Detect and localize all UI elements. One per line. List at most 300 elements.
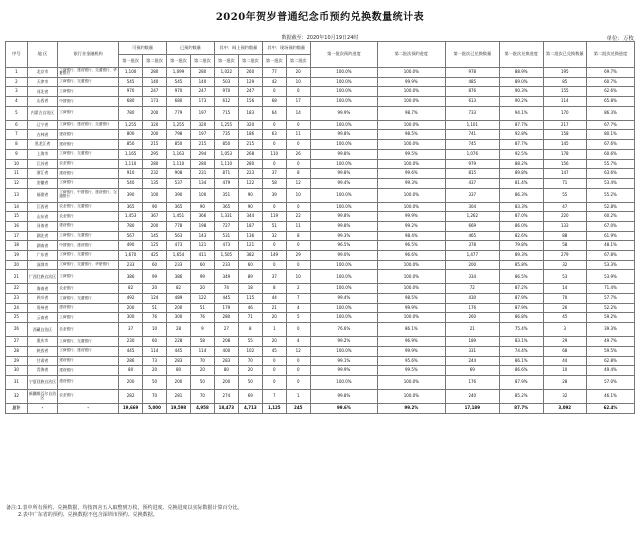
row-p1-booking: 99.8% <box>310 221 377 231</box>
header-sub-batch1: 第一批次 <box>262 55 286 68</box>
table-row <box>6 313 635 323</box>
row-counter-1: 45 <box>262 346 286 356</box>
row-p2-ex-progress: 48.1% <box>587 241 635 251</box>
table-row <box>6 337 635 347</box>
header-sub-batch2: 第二批次 <box>190 55 214 68</box>
row-counter-1: 0 <box>262 241 286 251</box>
row-counter-2: 10 <box>286 77 310 87</box>
row-counter-1: 39 <box>262 188 286 202</box>
row-reserved-2: 366 <box>190 212 214 222</box>
row-banks: 工商银行、中国银行、建设银行、交通银行 <box>58 188 119 202</box>
row-region: 西藏自治区 <box>27 323 57 337</box>
row-online-1: 400 <box>214 346 238 356</box>
row-banks: 工商银行、交通银行 <box>58 337 119 347</box>
row-counter-1: 37 <box>262 270 286 284</box>
row-p2-exchanged: 47 <box>543 202 587 212</box>
row-p2-exchanged: 10 <box>543 366 587 376</box>
row-p1-exchanged: 465 <box>445 231 499 241</box>
row-booked-2: 145 <box>143 231 167 241</box>
row-p1-exchanged: 21 <box>445 323 499 337</box>
row-online-1: 351 <box>214 188 238 202</box>
total-label: 总计 <box>6 403 28 413</box>
row-online-1: 179 <box>214 303 238 313</box>
row-p2-booking: 98.7% <box>378 106 445 120</box>
total-p1-booking: 99.6% <box>310 403 377 413</box>
row-reserved-1: 798 <box>167 130 191 140</box>
row-p2-booking: 100.0% <box>378 260 445 270</box>
row-reserved-1: 850 <box>167 140 191 150</box>
total-row <box>6 403 635 413</box>
row-counter-2: 0 <box>286 202 310 212</box>
row-p1-booking: 99.9% <box>310 366 377 376</box>
row-p2-exchanged: 220 <box>543 212 587 222</box>
row-seq: 30 <box>6 366 28 376</box>
header-seq: 序号 <box>6 42 28 68</box>
row-p2-exchanged: 53 <box>543 270 587 284</box>
row-p1-booking: 99.8% <box>310 130 377 140</box>
row-p1-ex-progress: 89.0% <box>499 77 543 87</box>
row-online-1: 1,331 <box>214 212 238 222</box>
row-booked-2: 280 <box>143 159 167 169</box>
row-online-1: 74 <box>214 284 238 294</box>
row-booked-2: 280 <box>143 68 167 78</box>
row-region: 陕西省 <box>27 346 57 356</box>
row-counter-1: 64 <box>262 106 286 120</box>
row-p1-exchanged: 189 <box>445 337 499 347</box>
row-p1-booking: 100.0% <box>310 303 377 313</box>
row-booked-2: 20 <box>143 284 167 294</box>
row-p2-booking: 100.0% <box>378 389 445 403</box>
row-p2-booking: 100.0% <box>378 68 445 78</box>
row-p1-booking: 99.9% <box>310 106 377 120</box>
row-p1-booking: 96.5% <box>310 241 377 251</box>
row-p2-exchanged: 178 <box>543 149 587 159</box>
row-booked-2: 99 <box>143 270 167 284</box>
row-p2-ex-progress: 67.8% <box>587 251 635 261</box>
row-p1-ex-progress: 92.8% <box>499 130 543 140</box>
row-counter-2: 4 <box>286 337 310 347</box>
row-counter-2: 12 <box>286 178 310 188</box>
row-online-2: 320 <box>238 120 262 130</box>
row-p1-booking: 100.0% <box>310 120 377 130</box>
total-p2-booking: 99.2% <box>378 403 445 413</box>
total-p2-ex-progress: 62.4% <box>587 403 635 413</box>
row-seq: 32 <box>6 389 28 403</box>
row-reserved-2: 100 <box>190 188 214 202</box>
row-reserved-1: 228 <box>167 337 191 347</box>
row-reserved-2: 247 <box>190 87 214 97</box>
row-reserved-1: 680 <box>167 97 191 107</box>
table-row <box>6 212 635 222</box>
row-reserved-2: 197 <box>190 106 214 120</box>
header-banks: 银行业金融机构 <box>58 42 119 68</box>
row-reserved-2: 280 <box>190 159 214 169</box>
row-booked-1: 80 <box>119 366 143 376</box>
row-p2-exchanged: 145 <box>543 140 587 150</box>
row-booked-1: 445 <box>119 346 143 356</box>
row-online-2: 344 <box>238 212 262 222</box>
row-seq: 25 <box>6 313 28 323</box>
row-p2-booking: 100.0% <box>378 188 445 202</box>
row-booked-1: 780 <box>119 106 143 120</box>
table-row <box>6 284 635 294</box>
row-p1-ex-progress: 83.3% <box>499 202 543 212</box>
row-booked-2: 140 <box>143 77 167 87</box>
row-booked-2: 60 <box>143 260 167 270</box>
row-p1-exchanged: 815 <box>445 169 499 179</box>
row-counter-2: 26 <box>286 149 310 159</box>
row-p2-booking: 99.9% <box>378 346 445 356</box>
header-sub-batch2: 第二批次 <box>238 55 262 68</box>
row-p1-exchanged: 1,262 <box>445 212 499 222</box>
row-p1-ex-progress: 87.9% <box>499 375 543 389</box>
row-online-2: 382 <box>238 251 262 261</box>
row-seq: 20 <box>6 260 28 270</box>
row-p1-exchanged: 741 <box>445 130 499 140</box>
row-p1-ex-progress: 75.4% <box>499 323 543 337</box>
row-reserved-1: 1,110 <box>167 159 191 169</box>
row-reserved-2: 134 <box>190 178 214 188</box>
footnote-1: 备注:1.表中所有预约、兑换数据，均按四舍五入取整到万枚，预约进度、兑换进度以实际数据计算百分比。 <box>6 505 243 511</box>
total-p1-exchanged: 17,189 <box>445 403 499 413</box>
header-sub-batch1: 第一批次 <box>167 55 191 68</box>
row-banks: 中国银行 <box>58 97 119 107</box>
row-counter-2: 11 <box>286 221 310 231</box>
row-p1-exchanged: 72 <box>445 284 499 294</box>
row-booked-2: 50 <box>143 375 167 389</box>
row-p2-booking: 100.0% <box>378 97 445 107</box>
row-p2-booking: 99.5% <box>378 149 445 159</box>
row-p2-exchanged: 156 <box>543 159 587 169</box>
row-counter-2: 22 <box>286 212 310 222</box>
row-reserved-1: 1,654 <box>167 251 191 261</box>
row-counter-2: 12 <box>286 346 310 356</box>
total-online-1: 18,473 <box>214 403 238 413</box>
row-reserved-1: 200 <box>167 375 191 389</box>
row-p1-exchanged: 337 <box>445 188 499 202</box>
row-seq: 24 <box>6 303 28 313</box>
row-p1-ex-progress: 85.8% <box>499 260 543 270</box>
row-online-2: 280 <box>238 159 262 169</box>
row-banks: 工商银行 <box>58 313 119 323</box>
row-counter-1: 0 <box>262 87 286 97</box>
row-booked-2: 247 <box>143 87 167 97</box>
row-p2-booking: 99.2% <box>378 221 445 231</box>
row-p1-ex-progress: 74.4% <box>499 346 543 356</box>
row-online-2: 187 <box>238 221 262 231</box>
row-region: 吉林省 <box>27 130 57 140</box>
row-region: 湖南省 <box>27 241 57 251</box>
row-booked-2: 320 <box>143 120 167 130</box>
row-counter-1: 0 <box>262 202 286 212</box>
row-online-2: 90 <box>238 188 262 202</box>
row-online-1: 1,110 <box>214 159 238 169</box>
row-p2-booking: 99.9% <box>378 303 445 313</box>
row-booked-1: 1,110 <box>119 159 143 169</box>
row-counter-2: 14 <box>286 106 310 120</box>
row-p1-booking: 100.0% <box>310 270 377 284</box>
row-reserved-1: 390 <box>167 188 191 202</box>
row-p1-ex-progress: 90.3% <box>499 87 543 97</box>
row-p2-exchanged: 58 <box>543 241 587 251</box>
header-sub-batch2: 第二批次 <box>286 55 310 68</box>
row-p2-ex-progress: 67.6% <box>587 140 635 150</box>
row-p2-ex-progress: 65.8% <box>587 97 635 107</box>
row-p1-ex-progress: 88.2% <box>499 159 543 169</box>
row-counter-2: 0 <box>286 366 310 376</box>
row-booked-1: 540 <box>119 178 143 188</box>
row-p2-ex-progress: 57.7% <box>587 294 635 304</box>
row-counter-1: 63 <box>262 130 286 140</box>
row-counter-2: 0 <box>286 120 310 130</box>
row-seq: 7 <box>6 130 28 140</box>
row-seq: 16 <box>6 221 28 231</box>
row-p2-exchanged: 26 <box>543 303 587 313</box>
row-region: 重庆市 <box>27 337 57 347</box>
row-seq: 28 <box>6 346 28 356</box>
row-p1-ex-progress: 94.1% <box>499 106 543 120</box>
header-region: 地 区 <box>27 42 57 68</box>
row-online-2: 55 <box>238 337 262 347</box>
row-counter-1: 68 <box>262 97 286 107</box>
row-online-2: 129 <box>238 77 262 87</box>
row-p1-ex-progress: 86.8% <box>499 313 543 323</box>
row-reserved-2: 320 <box>190 120 214 130</box>
row-p1-exchanged: 485 <box>445 77 499 87</box>
row-p1-ex-progress: 83.1% <box>499 337 543 347</box>
row-online-1: 365 <box>214 202 238 212</box>
row-booked-2: 295 <box>143 149 167 159</box>
row-online-1: 280 <box>214 313 238 323</box>
row-counter-2: 0 <box>286 260 310 270</box>
row-p2-booking: 98.4% <box>378 231 445 241</box>
row-p1-ex-progress: 87.9% <box>499 303 543 313</box>
row-counter-2: 5 <box>286 313 310 323</box>
row-p2-ex-progress: 57.0% <box>587 375 635 389</box>
row-p2-ex-progress: 49.4% <box>587 366 635 376</box>
row-region: 四川省 <box>27 294 57 304</box>
row-p1-booking: 99.8% <box>310 169 377 179</box>
row-reserved-2: 51 <box>190 303 214 313</box>
row-region: 北京市 <box>27 68 57 78</box>
row-online-1: 200 <box>214 375 238 389</box>
row-p2-booking: 100.0% <box>378 270 445 284</box>
row-online-2: 247 <box>238 87 262 97</box>
row-online-1: 473 <box>214 241 238 251</box>
row-reserved-2: 122 <box>190 294 214 304</box>
row-banks: 建设银行 <box>58 221 119 231</box>
row-counter-2: 8 <box>286 231 310 241</box>
row-reserved-1: 1,451 <box>167 212 191 222</box>
row-p1-ex-progress: 86.1% <box>499 356 543 366</box>
row-banks: 农业银行 <box>58 212 119 222</box>
row-p2-ex-progress: 55.7% <box>587 159 635 169</box>
row-p2-exchanged: 3 <box>543 323 587 337</box>
row-counter-2: 11 <box>286 130 310 140</box>
header-p1-ex-progress: 第一批次兑换进度 <box>499 42 543 68</box>
row-region: 上海市 <box>27 149 57 159</box>
row-seq: 21 <box>6 270 28 284</box>
table-row <box>6 149 635 159</box>
table-row <box>6 202 635 212</box>
header-sub-batch2: 第二批次 <box>143 55 167 68</box>
row-booked-1: 800 <box>119 130 143 140</box>
row-booked-1: 365 <box>119 202 143 212</box>
row-booked-1: 300 <box>119 313 143 323</box>
header-p2-ex-progress: 第二批次兑换进度 <box>587 42 635 68</box>
row-p1-exchanged: 69 <box>445 366 499 376</box>
row-seq: 18 <box>6 241 28 251</box>
row-counter-1: 20 <box>262 337 286 347</box>
row-p1-booking: 100.0% <box>310 313 377 323</box>
row-reserved-1: 537 <box>167 178 191 188</box>
row-reserved-1: 82 <box>167 284 191 294</box>
table-row <box>6 375 635 389</box>
row-p2-booking: 96.6% <box>378 251 445 261</box>
header-online: 其中：网上预约数量 <box>214 42 262 55</box>
row-banks: 工商银行、交通银行 <box>58 294 119 304</box>
row-seq: 27 <box>6 337 28 347</box>
row-p2-ex-progress: 46.1% <box>587 389 635 403</box>
row-counter-1: 37 <box>262 169 286 179</box>
row-online-2: 50 <box>238 375 262 389</box>
row-reserved-1: 563 <box>167 231 191 241</box>
row-online-2: 102 <box>238 346 262 356</box>
row-reserved-2: 70 <box>190 389 214 403</box>
row-p1-booking: 99.8% <box>310 212 377 222</box>
total-booked-1: 19,669 <box>119 403 143 413</box>
row-p1-booking: 99.1% <box>310 356 377 366</box>
total-booked-2: 5,000 <box>143 403 167 413</box>
row-p2-booking: 100.0% <box>378 375 445 389</box>
row-reserved-1: 1,255 <box>167 120 191 130</box>
row-reserved-2: 99 <box>190 270 214 284</box>
row-p1-ex-progress: 88.9% <box>499 68 543 78</box>
row-p2-ex-progress: 60.6% <box>587 149 635 159</box>
row-p1-exchanged: 613 <box>445 97 499 107</box>
row-online-2: 186 <box>238 130 262 140</box>
table-row <box>6 346 635 356</box>
row-online-1: 531 <box>214 231 238 241</box>
row-seq: 3 <box>6 87 28 97</box>
row-reserved-1: 970 <box>167 87 191 97</box>
row-booked-2: 100 <box>143 188 167 202</box>
row-booked-1: 680 <box>119 97 143 107</box>
row-reserved-2: 411 <box>190 251 214 261</box>
row-counter-2: 17 <box>286 97 310 107</box>
row-counter-1: 1 <box>262 323 286 337</box>
row-online-2: 260 <box>238 68 262 78</box>
table-row <box>6 303 635 313</box>
row-region: 贵州省 <box>27 303 57 313</box>
row-online-1: 445 <box>214 294 238 304</box>
row-reserved-1: 28 <box>167 323 191 337</box>
row-booked-2: 90 <box>143 202 167 212</box>
row-reserved-2: 50 <box>190 375 214 389</box>
row-banks: 农业银行 <box>58 284 119 294</box>
row-online-2: 122 <box>238 178 262 188</box>
total-p2-exchanged: 3,092 <box>543 403 587 413</box>
row-p1-exchanged: 1,076 <box>445 149 499 159</box>
row-p2-exchanged: 155 <box>543 87 587 97</box>
row-region: 河南省 <box>27 221 57 231</box>
row-region: 青海省 <box>27 366 57 376</box>
row-counter-1: 42 <box>262 77 286 87</box>
row-booked-2: 76 <box>143 313 167 323</box>
row-p2-exchanged: 71 <box>543 178 587 188</box>
row-booked-1: 200 <box>119 303 143 313</box>
table-row <box>6 356 635 366</box>
table-row <box>6 140 635 150</box>
row-booked-1: 286 <box>119 356 143 366</box>
row-counter-1: 0 <box>262 120 286 130</box>
row-reserved-1: 1,163 <box>167 149 191 159</box>
row-p2-booking: 100.0% <box>378 202 445 212</box>
row-p2-exchanged: 14 <box>543 284 587 294</box>
row-seq: 17 <box>6 231 28 241</box>
row-booked-1: 492 <box>119 294 143 304</box>
row-seq: 5 <box>6 106 28 120</box>
row-p1-ex-progress: 86.0% <box>499 221 543 231</box>
row-region: 天津市 <box>27 77 57 87</box>
row-p2-exchanged: 32 <box>543 389 587 403</box>
row-online-1: 503 <box>214 77 238 87</box>
table-row <box>6 188 635 202</box>
row-counter-1: 0 <box>262 366 286 376</box>
row-online-1: 208 <box>214 337 238 347</box>
row-p2-ex-progress: 59.5% <box>587 346 635 356</box>
row-booked-2: 232 <box>143 169 167 179</box>
header-booked: 可预约数量 <box>119 42 167 55</box>
row-p1-booking: 76.6% <box>310 323 377 337</box>
row-p1-booking: 100.0% <box>310 202 377 212</box>
row-p2-ex-progress: 53.9% <box>587 270 635 284</box>
row-region: 山西省 <box>27 97 57 107</box>
row-p2-ex-progress: 80.1% <box>587 130 635 140</box>
row-p2-booking: 98.5% <box>378 294 445 304</box>
row-counter-1: 7 <box>262 389 286 403</box>
row-seq: 4 <box>6 97 28 107</box>
row-p2-ex-progress: 52.8% <box>587 202 635 212</box>
row-online-1: 1,255 <box>214 120 238 130</box>
row-online-1: 274 <box>214 389 238 403</box>
row-counter-2: 0 <box>286 87 310 97</box>
row-reserved-1: 778 <box>167 221 191 231</box>
row-booked-2: 124 <box>143 294 167 304</box>
row-p1-ex-progress: 86.3% <box>499 188 543 202</box>
table-row <box>6 120 635 130</box>
row-banks: 工商银行、交通银行 <box>58 149 119 159</box>
row-booked-1: 970 <box>119 87 143 97</box>
row-banks: 建设银行 <box>58 140 119 150</box>
row-seq: 2 <box>6 77 28 87</box>
row-booked-1: 780 <box>119 221 143 231</box>
row-reserved-1: 283 <box>167 356 191 366</box>
data-cutoff-date: 数据截至：2020年10月19日24时 <box>281 35 359 41</box>
row-p2-exchanged: 147 <box>543 169 587 179</box>
row-online-1: 80 <box>214 366 238 376</box>
row-p1-booking: 100.0% <box>310 68 377 78</box>
row-p1-exchanged: 304 <box>445 202 499 212</box>
row-reserved-1: 545 <box>167 77 191 87</box>
row-banks: 建设银行 <box>58 130 119 140</box>
row-p2-booking: 100.0% <box>378 313 445 323</box>
row-online-1: 27 <box>214 323 238 337</box>
row-p2-ex-progress: 60.2% <box>587 212 635 222</box>
row-p1-ex-progress: 90.2% <box>499 97 543 107</box>
row-counter-1: 77 <box>262 68 286 78</box>
row-p1-exchanged: 240 <box>445 389 499 403</box>
